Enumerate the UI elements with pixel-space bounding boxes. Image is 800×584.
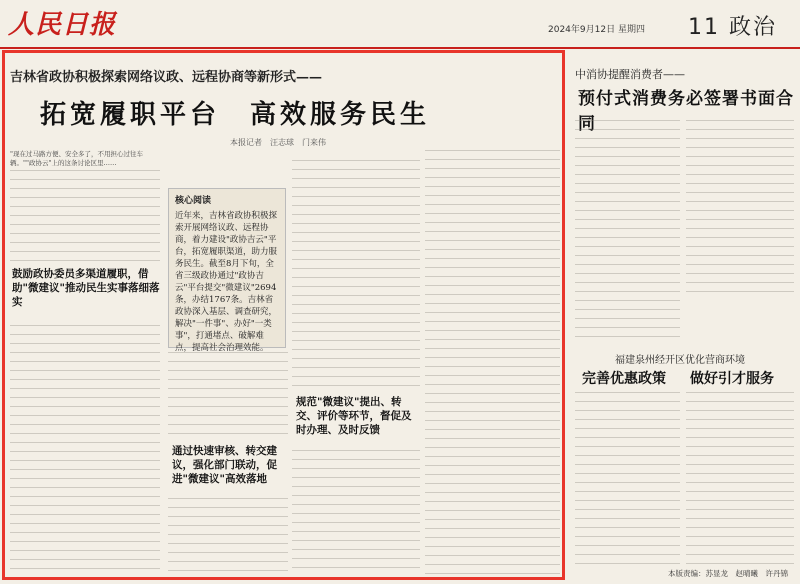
- side-headline-1[interactable]: 预付式消费务必签署书面合同: [578, 89, 794, 134]
- body-text-block: [292, 160, 420, 388]
- article-headline[interactable]: 拓宽履职平台 高效服务民生: [40, 100, 431, 130]
- editor-credit: 本版责编：苏显龙 赵晴曦 许丹锦: [668, 569, 788, 578]
- body-text-block: [168, 498, 288, 576]
- body-text-block: [10, 170, 160, 262]
- body-text-block: [10, 325, 160, 575]
- side-headline-2b[interactable]: 做好引才服务: [690, 371, 774, 387]
- dateline: 2024年9月12日 星期四: [548, 25, 645, 35]
- subhead-1: 鼓励政协委员多渠道履职，借助"微建议"推动民生实事落细落实: [12, 268, 160, 308]
- body-text-block: [686, 392, 794, 564]
- core-box-title: 核心阅读: [175, 196, 212, 206]
- body-text-block: [292, 450, 420, 576]
- page-section-label: 11 政治: [688, 15, 777, 40]
- side-kicker-1[interactable]: 中消协提醒消费者——: [575, 68, 685, 81]
- side-headline-2a[interactable]: 完善优惠政策: [582, 371, 666, 387]
- masthead-rule: [0, 47, 800, 49]
- body-text-block: [168, 352, 288, 440]
- body-text-block: [575, 120, 680, 342]
- newspaper-logo: 人民日报: [8, 10, 117, 40]
- body-text-block: [425, 150, 560, 576]
- article-lead: "现在过马路方便、安全多了，不用担心过往车辆。""政协云"上的这条讨论区里……: [10, 150, 143, 167]
- article-kicker[interactable]: 吉林省政协积极探索网络议政、远程协商等新形式——: [10, 70, 323, 85]
- body-text-block: [575, 392, 680, 564]
- masthead: [0, 0, 800, 46]
- core-box-text: 近年来，吉林省政协积极探索开展网络议政、远程协商，着力建设"政协吉云"平台，拓宽履职渠道，助力服务民生。截至8月下旬，全省三级政协通过"政协吉云"平台提交"微建议"2694条，办结1767条。吉林省政协深入基层、调查研究，解决"一件事"、办好"一类事"，打通堵点、破解难点，提高社会治理效能。: [175, 211, 278, 353]
- subhead-2: 通过快速审核、转交建议，强化部门联动，促进"微建议"高效落地: [172, 445, 277, 485]
- article-byline: 本报记者 汪志球 门来伟: [230, 138, 326, 147]
- side-kicker-2[interactable]: 福建泉州经开区优化营商环境: [615, 355, 745, 366]
- core-reading-box: [168, 188, 286, 353]
- body-text-block: [686, 120, 794, 300]
- subhead-3: 规范"微建议"提出、转交、评价等环节，督促及时办理、及时反馈: [296, 396, 412, 436]
